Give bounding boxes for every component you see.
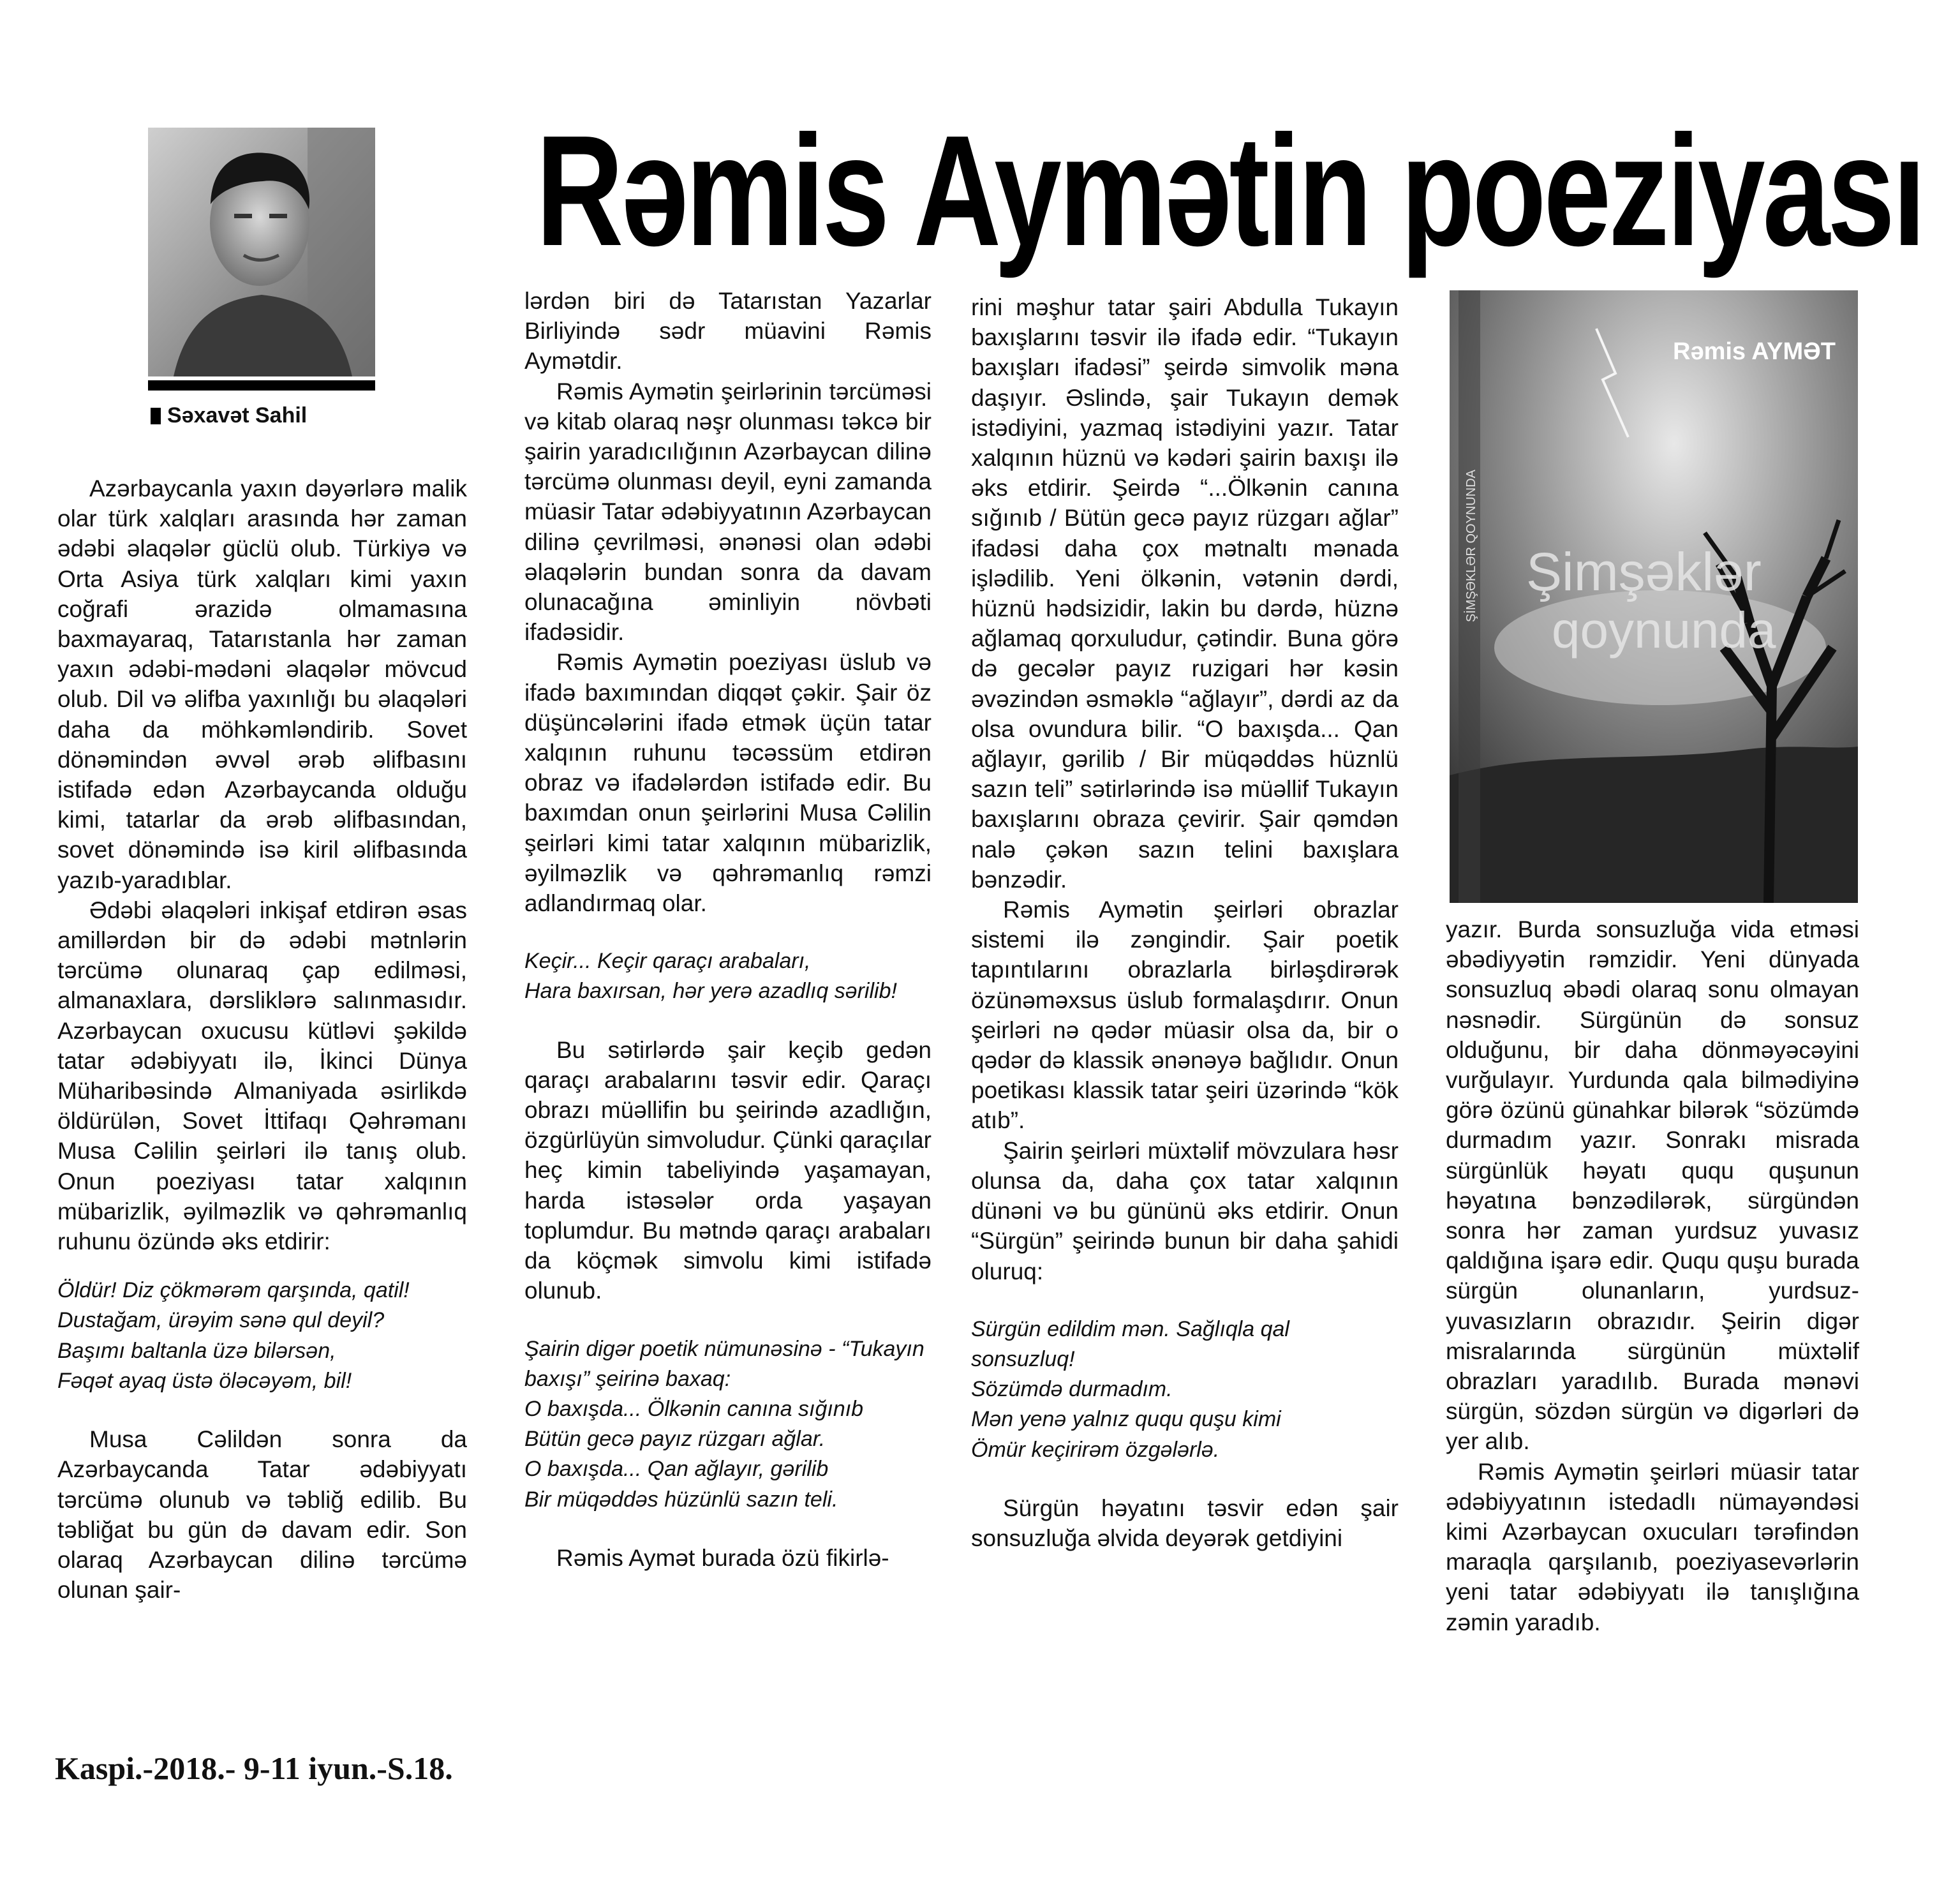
paragraph: Musa Cəlildən sonra da Azərbaycanda Tatar ədəbiyyatı tərcümə olunub və təbliğ edilib. Bu təbliğat bu gün də davam edir. Son olaraq Azərbaycan dilinə tərcümə olunan şair- <box>57 1426 467 1604</box>
poem-line: Dustağam, ürəyim sənə qul deyil? <box>57 1308 385 1333</box>
poem-line: O baxışda... Qan ağlayır, gərilib <box>524 1457 829 1482</box>
poem-line: Öldür! Diz çökmərəm qarşında, qatil! <box>57 1278 410 1303</box>
author-portrait-image <box>148 128 375 376</box>
poem-line: Mən yenə yalnız ququ quşu kimi <box>971 1407 1281 1432</box>
book-cover-art <box>1450 290 1858 903</box>
text-column-1 <box>57 473 467 1605</box>
paragraph: yazır. Burda sonsuzluğa vida etməsi əbədiyyətin rəmzidir. Yeni dünyada sonsuzluq əbədi olaraq sonu olmayan nəsnədir. Sürgünün də sonsuz olduğunu, bir daha dönməyəcəyini vurğulayır. Yurdunda qala bilmədiyinə görə özünü günahkar bilərək “sözümdə durmadım yazır. Sonrakı misrada sürgünlük həyatı ququ quşunun həyatına bənzədilərək, sürgündən sonra hər zaman yurdsuz yuvasız qaldığına işarə edir. Ququ quşu burada sürgün olunanların, yurdsuz-yuvasızların obrazıdır. Şeirin digər misralarında sürgünün müxtəlif obrazları yaradılıb. Burada mənəvi sürgün, sözdən sürgün və digərləri də yer alıb. <box>1446 916 1859 1455</box>
source-citation: Kaspi.-2018.- 9-11 iyun.-S.18. <box>55 1750 453 1786</box>
poem-line: O baxışda... Ölkənin canına sığınıb <box>524 1396 864 1421</box>
poem-line: Keçir... Keçir qaraçı arabaları, <box>524 949 811 974</box>
text-column-2 <box>524 286 932 1573</box>
cover-author: Rəmis AYMƏT <box>1673 338 1836 365</box>
article-title: Rəmis Aymətin poeziyası <box>536 103 1924 279</box>
paragraph: Rəmis Aymətin şeirləri obrazlar sistemi ilə zəngindir. Şair poetik tapıntılarını obrazlarla birləşdirərək özünəməxsus üslub formalaşdırır. Onun şeirləri nə qədər müasir olsa da, bir o qədər də klassik ənənəyə bağlıdır. Onun poetikası klassik tatar şeiri üzərində “kök atıb”. <box>971 897 1399 1134</box>
paragraph: Rəmis Aymət burada özü fikirlə- <box>556 1544 889 1571</box>
poem-line: Sözümdə durmadım. <box>971 1377 1173 1402</box>
paragraph: Şairin şeirləri müxtəlif mövzulara həsr olunsa da, daha çox tatar xalqının dünəni və bu gününü əks etdirir. Onun “Sürgün” şeirində bunun bir daha şahidi oluruq: <box>971 1137 1399 1285</box>
paragraph: Ədəbi əlaqələri inkişaf etdirən əsas amillərdən bir də ədəbi mətnlərin tərcümə olunaraq çap edilməsi, almanaxlara, dərsliklərə salınmasıdır. Azərbaycan oxucusu kütləvi şəkildə tatar ədəbiyyatı ilə, İkinci Dünya Müharibəsində Almaniyada əsirlikdə öldürülən, Sovet İttifaqı Qəhrəmanı Musa Cəlilin şeirləri ilə tanış olub. Onun poeziyası tatar xalqının mübarizlik, əyilməzlik və qəhrəmanlıq ruhunu özündə əks etdirir: <box>57 897 467 1255</box>
poem-line: Bütün gecə payız rüzgarı ağlar. <box>524 1427 826 1452</box>
author-name: Səxavət Sahil <box>167 403 308 428</box>
photo-underline-rule <box>148 380 375 391</box>
paragraph: Azərbaycanla yaxın dəyərlərə malik olar türk xalqları arasında hər zaman ədəbi əlaqələr güclü olub. Türkiyə və Orta Asiya türk xalqları kimi yaxın coğrafi ərazidə olmamasına baxmayaraq, Tatarıstanla hər zaman yaxın ədəbi-mədəni əlaqələr mövcud olub. Dil və əlifba yaxınlığı bu əlaqələri daha da möhkəmləndirib. Sovet dönəmindən əvvəl ərəb əlifbasını istifadə edən Azərbaycanda olduğu kimi, tatarlar da ərəb əlifbasından, sovet dönəmində isə kiril əlifbasında yazıb-yaradıblar. <box>57 475 467 893</box>
poem-line: Hara baxırsan, hər yerə azadlıq sərilib! <box>524 979 897 1004</box>
poem-line: Başımı baltanla üzə bilərsən, <box>57 1338 336 1363</box>
paragraph: rini məşhur tatar şairi Abdulla Tukayın baxışlarını təsvir ilə ifadə edir. “Tukayın baxışları ifadəsi” şeirdə simvolik məna daşıyır. Əslində, şair Tukayın demək istədiyini, yazmaq istədiyini yazır. Tatar xalqının hüznü və kədəri şairin baxışı ilə əks etdirir. Şeirdə “...Ölkənin canına sığınıb / Bütün gecə payız rüzgarı ağlar” ifadəsi daha çox mətnaltı mənada işlədilib. Yeni ölkənin, vətənin dərdi, hüznü hədsizidir, lakin bu dərdə, hüznə ağlamaq qorxuludur, çətindir. Buna görə də gecələr payız ruzigari hər kəsin əvəzindən əsməklə “ağlayır”, dərdi az da olsa ovundura bilir. “O baxışda... Qan ağlayır, gərilib / Bir müqəddəs hüznlü sazın teli” sətirlərində isə müəllif Tukayın baxışlarını obraza çevirir. Şair qəmdən nalə çəkən sazın telini baxışlara bənzədir. <box>971 294 1399 893</box>
paragraph: Rəmis Aymətin şeirlərinin tərcüməsi və kitab olaraq nəşr olunması təkcə bir şairin yaradıcılığının Azərbaycan dilinə tərcümə olunması deyil, eyni zamanda müasir Tatar ədəbiyyatının Azərbaycan dilinə çevrilməsi, ənənəsi olan ədəbi əlaqələrin bundan sonra da davam olunacağına əminliyin növbəti ifadəsidir. <box>524 378 932 646</box>
paragraph: Sürgün həyatını təsvir edən şair sonsuzluğa əlvida deyərək getdiyini <box>971 1494 1399 1551</box>
poem-line: Fəqət ayaq üstə öləcəyəm, bil! <box>57 1368 352 1393</box>
paragraph: Rəmis Aymətin şeirləri müasir tatar ədəbiyyatının istedadlı nümayəndəsi kimi Azərbaycan oxucuları tərəfindən maraqla qarşılanıb, poeziyasevərlərin yeni tatar ədəbiyyatı ilə tanışlığına zəmin yaradıb. <box>1446 1458 1859 1635</box>
byline <box>151 403 307 428</box>
paragraph: Bu sətirlərdə şair keçib gedən qaraçı arabalarını təsvir edir. Qaraçı obrazı müəllifin bu şeirində azadlığın, özgürlüyün simvoludur. Çünki qaraçılar heç kimin tabeliyində yaşamayan, harda istəsələr orda yaşayan toplumdur. Bu mətndə qaraçı arabaları da köçmək simvolu kimi istifadə olunub. <box>524 1036 932 1304</box>
book-cover-image <box>1450 290 1858 903</box>
cover-title-line1: Şimşəklər <box>1526 542 1762 602</box>
cover-spine-text: ŞİMŞƏKLƏR QOYNUNDA <box>1464 469 1478 622</box>
paragraph: lərdən biri də Tatarıstan Yazarlar Birliyində sədr müavini Rəmis Aymətdir. <box>524 288 932 375</box>
poem-intro: Şairin digər poetik nümunəsinə - “Tukayın baxışı” şeirinə baxaq: <box>524 1336 924 1391</box>
poem-line: Bir müqəddəs hüzünlü sazın teli. <box>524 1487 838 1512</box>
poem-line: Ömür keçirirəm özgələrlə. <box>971 1437 1220 1462</box>
author-photo <box>148 128 375 376</box>
text-column-4 <box>1446 914 1859 1637</box>
byline-bullet-icon <box>151 408 161 424</box>
text-column-3 <box>971 292 1399 1553</box>
paragraph: Rəmis Aymətin poeziyası üslub və ifadə baxımından diqqət çəkir. Şair öz düşüncələrini ifadə etmək üçün tatar xalqının ruhunu təcəssüm etdirən obraz və ifadələrdən istifadə edir. Bu baxımdan onun şeirlərini Musa Cəlilin şeirləri kimi tatar xalqının mübarizlik, əyilməzlik və qəhrəmanlıq rəmzi adlandırmaq olar. <box>524 649 932 917</box>
cover-title-line2: qoynunda <box>1552 602 1776 659</box>
poem-line: Sürgün edildim mən. Sağlıqla qal sonsuzluq! <box>971 1316 1289 1371</box>
